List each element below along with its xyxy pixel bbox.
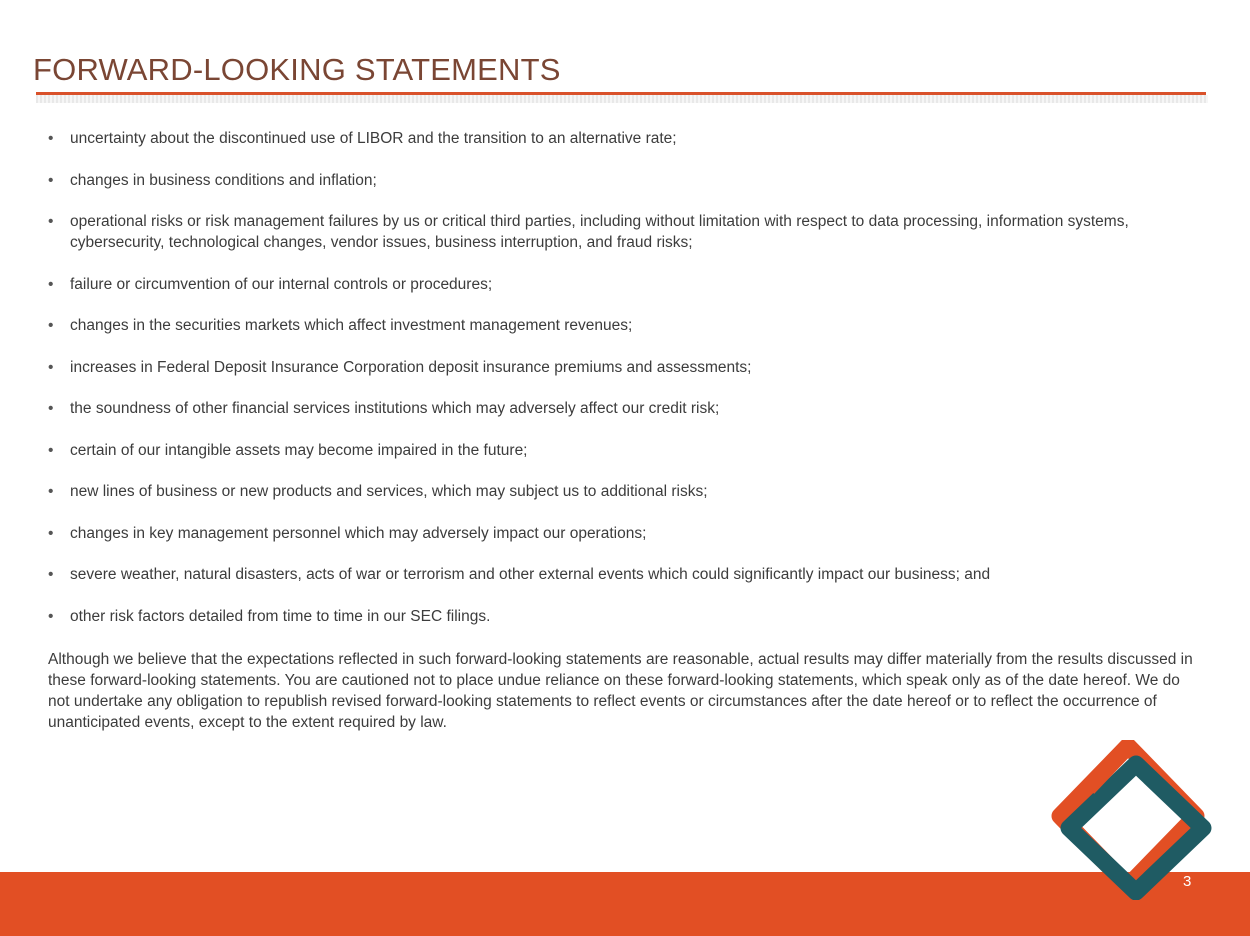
bullet-marker: • [48,130,54,147]
list-item-text: severe weather, natural disasters, acts of war or terrorism and other external events which could significantly impact our business; and [70,566,991,583]
title-underline-shadow [36,95,1208,103]
list-item-text: changes in key management personnel which may adversely impact our operations; [70,524,647,542]
bullet-marker: • [48,483,54,500]
list-item-text: certain of our intangible assets may become impaired in the future; [70,441,528,459]
bullet-marker: • [48,171,54,189]
bullet-marker: • [48,400,54,417]
bullet-marker: • [48,317,54,334]
list-item [48,564,1208,585]
list-item-text: uncertainty about the discontinued use of LIBOR and the transition to an alternative rate; [70,130,677,147]
page-number: 3 [1183,873,1192,890]
interlocked-diamonds-logo-icon [1048,740,1218,900]
list-item [48,481,1208,502]
list-item [48,398,1208,419]
bullet-marker: • [48,524,54,542]
list-item-text: new lines of business or new products and services, which may subject us to additional risks; [70,483,708,500]
list-item [48,523,1208,544]
bullet-marker: • [48,358,54,376]
bullet-marker: • [48,213,54,230]
list-item-text: increases in Federal Deposit Insurance Corporation deposit insurance premiums and assessments; [70,358,752,376]
list-item [48,128,1208,149]
list-item-text: changes in the securities markets which affect investment management revenues; [70,317,633,334]
list-item [48,170,1208,191]
list-item-text: the soundness of other financial services institutions which may adversely affect our credit risk; [70,400,720,417]
risk-factor-list [48,128,1208,647]
list-item [48,357,1208,378]
closing-paragraph: Although we believe that the expectations reflected in such forward-looking statements are reasonable, actual results may differ materially from the results discussed in these forward-looking statements. You are cautioned not to place undue reliance on these forward-looking statements, which speak only as of the date hereof. We do not undertake any obligation to republish revised forward-looking statements to reflect events or circumstances after the date hereof or to reflect the occurrence of unanticipated events, except to the extent required by law. [48,651,1193,731]
list-item-text: failure or circumvention of our internal controls or procedures; [70,275,493,293]
bullet-marker: • [48,607,54,625]
list-item [48,606,1208,627]
list-item [48,211,1208,253]
list-item-text: changes in business conditions and inflation; [70,171,377,189]
list-item [48,315,1208,336]
list-item-text: other risk factors detailed from time to time in our SEC filings. [70,607,491,625]
bullet-marker: • [48,275,54,293]
list-item [48,274,1208,295]
list-item-text: operational risks or risk management failures by us or critical third parties, including without limitation with respect to data processing, information systems, cybersecurity, technological changes, vendor issues, business interruption, and fraud risks; [70,213,1129,251]
bullet-marker: • [48,566,54,583]
list-item [48,440,1208,461]
bullet-marker: • [48,441,54,459]
slide-title: FORWARD-LOOKING STATEMENTS [33,52,561,87]
